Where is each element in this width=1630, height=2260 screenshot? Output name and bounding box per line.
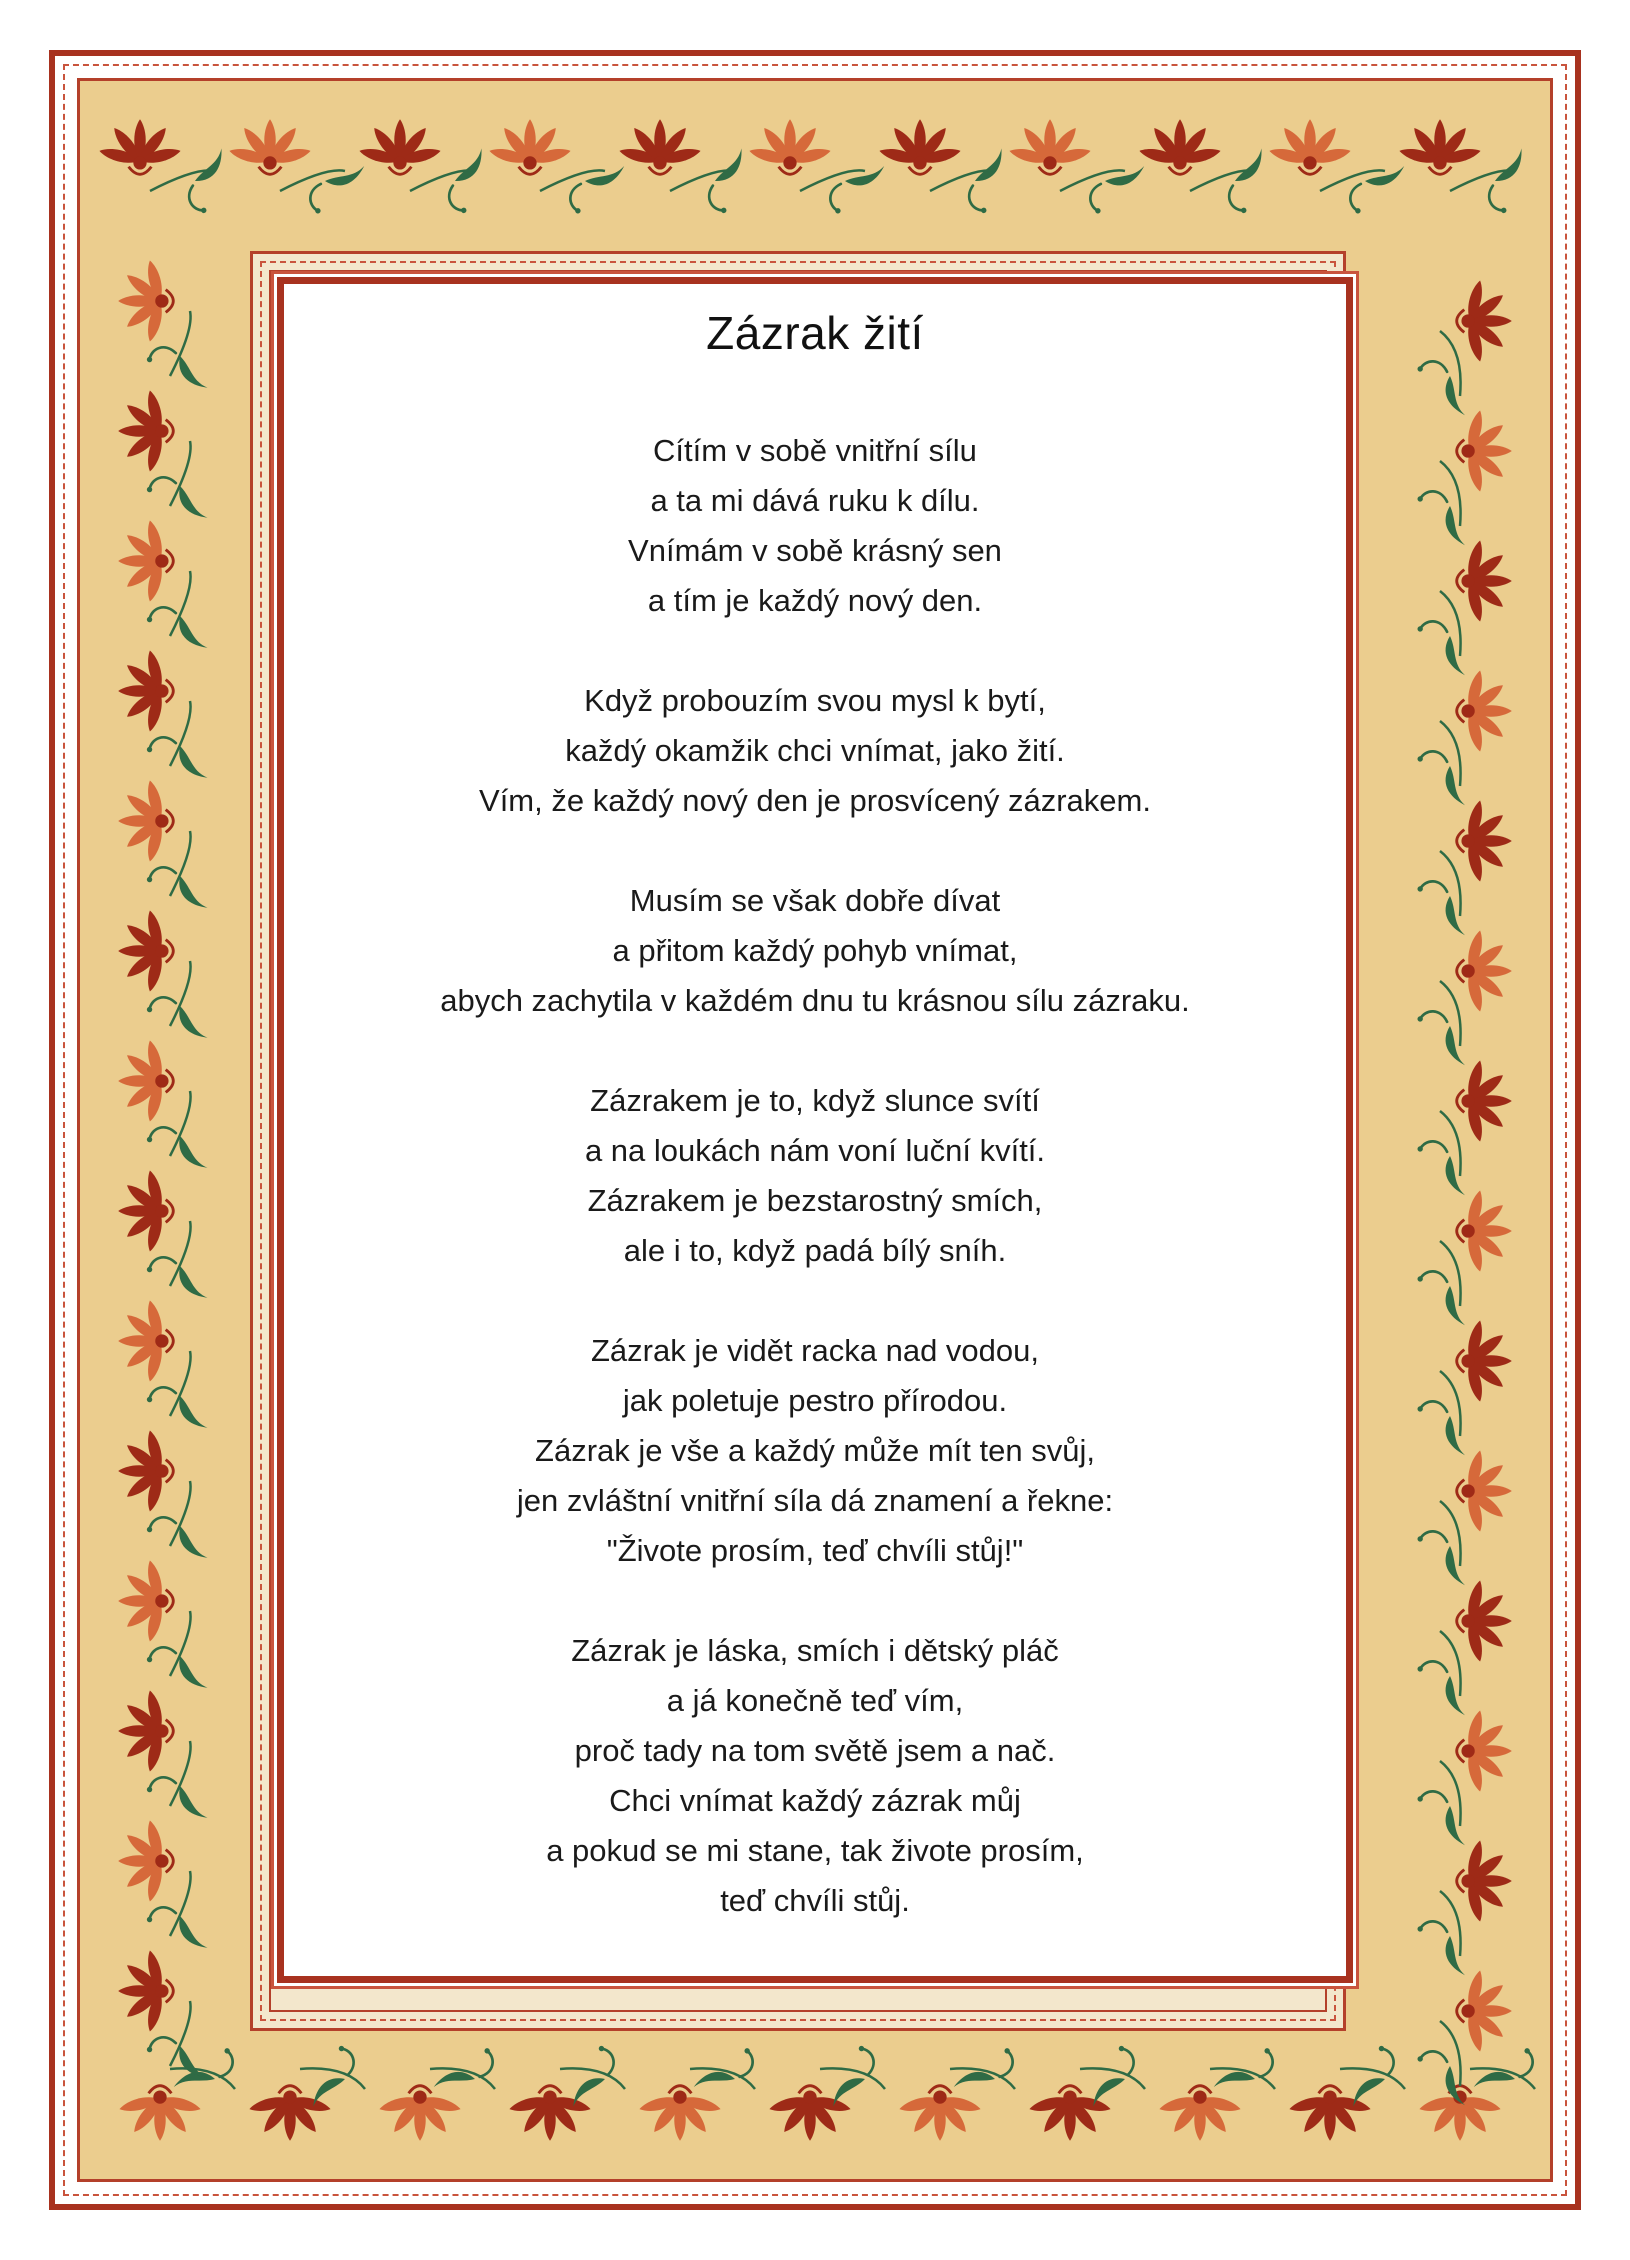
poem-body bbox=[284, 426, 1346, 1926]
leaf-ornament bbox=[145, 1381, 207, 1437]
poem-line: "Živote prosím, teď chvíli stůj!" bbox=[606, 1533, 1024, 1568]
flower-ornament bbox=[378, 2086, 462, 2141]
flower-ornament bbox=[1457, 799, 1512, 883]
flower-ornament bbox=[1418, 2086, 1502, 2141]
stanza bbox=[284, 1326, 1346, 1576]
stanza bbox=[284, 426, 1346, 626]
stanza bbox=[284, 676, 1346, 826]
leaf-ornament bbox=[304, 2044, 360, 2106]
flower-ornament bbox=[1457, 1449, 1512, 1533]
flower-ornament bbox=[118, 1949, 173, 2033]
leaf-ornament bbox=[1217, 148, 1280, 216]
poem-line: Vnímám v sobě krásný sen bbox=[628, 533, 1002, 568]
poem-title: Zázrak žití bbox=[706, 307, 924, 359]
stanza bbox=[284, 1626, 1346, 1926]
flower-ornament bbox=[1158, 2086, 1242, 2141]
flower-ornament bbox=[618, 119, 702, 174]
flower-ornament bbox=[118, 779, 173, 863]
poem-line: a pokud se mi stane, tak živote prosím, bbox=[546, 1833, 1084, 1868]
leaf-ornament bbox=[824, 2044, 880, 2106]
flower-ornament bbox=[118, 1689, 173, 1773]
poem-line: jak poletuje pestro přírodou. bbox=[622, 1383, 1008, 1418]
flower-ornament bbox=[1457, 929, 1512, 1013]
flower-ornament bbox=[118, 1429, 173, 1513]
flower-ornament bbox=[1008, 119, 1092, 174]
flower-ornament bbox=[118, 649, 173, 733]
leaf-ornament bbox=[145, 341, 207, 397]
poem-line: jen zvláštní vnitřní síla dá znamení a řekne: bbox=[516, 1483, 1114, 1518]
leaf-ornament bbox=[1411, 489, 1473, 545]
poem-line: Když probouzím svou mysl k bytí, bbox=[584, 683, 1046, 718]
flower-ornament bbox=[118, 1039, 173, 1123]
flower-ornament bbox=[118, 2086, 202, 2141]
poem-line: a já konečně teď vím, bbox=[666, 1683, 964, 1718]
leaf-ornament bbox=[1411, 749, 1473, 805]
flower-ornament bbox=[118, 909, 173, 993]
leaf-ornament bbox=[145, 1771, 207, 1827]
poem-line: Vím, že každý nový den je prosvícený zázrakem. bbox=[479, 783, 1151, 818]
flower-ornament bbox=[118, 1169, 173, 1253]
flower-ornament bbox=[1457, 539, 1512, 623]
flower-ornament bbox=[118, 1299, 173, 1383]
leaf-ornament bbox=[1411, 1529, 1473, 1585]
leaf-ornament bbox=[145, 471, 207, 527]
leaf-ornament bbox=[145, 1121, 207, 1177]
flower-ornament bbox=[1457, 1969, 1512, 2053]
leaf-ornament bbox=[437, 148, 500, 216]
flower-ornament bbox=[358, 119, 442, 174]
flower-ornament bbox=[1457, 1579, 1512, 1663]
leaf-ornament bbox=[177, 148, 240, 216]
flower-ornament bbox=[1457, 1059, 1512, 1143]
poem-line: každý okamžik chci vnímat, jako žití. bbox=[565, 733, 1065, 768]
poem-line: Zázrak je láska, smích i dětský pláč bbox=[571, 1633, 1059, 1668]
flower-ornament bbox=[748, 119, 832, 174]
leaf-ornament bbox=[1411, 1789, 1473, 1845]
leaf-ornament bbox=[145, 601, 207, 657]
flower-ornament bbox=[638, 2086, 722, 2141]
poem-line: Zázrakem je bezstarostný smích, bbox=[587, 1183, 1043, 1218]
leaf-ornament bbox=[1411, 1139, 1473, 1195]
poem-line: proč tady na tom světě jsem a nač. bbox=[574, 1733, 1056, 1768]
flower-ornament bbox=[118, 519, 173, 603]
leaf-ornament bbox=[1084, 2044, 1140, 2106]
flower-ornament bbox=[1457, 669, 1512, 753]
stanza bbox=[284, 1076, 1346, 1276]
flower-ornament bbox=[98, 119, 182, 174]
leaf-ornament bbox=[145, 1901, 207, 1957]
flower-ornament bbox=[118, 259, 173, 343]
leaf-ornament bbox=[145, 991, 207, 1047]
flower-ornament bbox=[228, 119, 312, 174]
stanza bbox=[284, 876, 1346, 1026]
poem-line: a ta mi dává ruku k dílu. bbox=[650, 483, 980, 518]
poem-line: a přitom každý pohyb vnímat, bbox=[612, 933, 1018, 968]
flower-ornament bbox=[1138, 119, 1222, 174]
leaf-ornament bbox=[1344, 2044, 1400, 2106]
leaf-ornament bbox=[568, 158, 624, 220]
flower-ornament bbox=[1457, 1319, 1512, 1403]
leaf-ornament bbox=[564, 2044, 620, 2106]
leaf-ornament bbox=[1411, 1659, 1473, 1715]
flower-ornament bbox=[1457, 1839, 1512, 1923]
leaf-ornament bbox=[1477, 148, 1540, 216]
leaf-ornament bbox=[1088, 158, 1144, 220]
leaf-ornament bbox=[697, 148, 760, 216]
leaf-ornament bbox=[145, 731, 207, 787]
flower-ornament bbox=[1457, 279, 1512, 363]
poem-line: Zázrakem je to, když slunce svítí bbox=[590, 1083, 1040, 1118]
leaf-ornament bbox=[308, 158, 364, 220]
leaf-ornament bbox=[145, 1641, 207, 1697]
poem-line: Zázrak je vše a každý může mít ten svůj, bbox=[535, 1433, 1095, 1468]
flower-ornament bbox=[118, 1559, 173, 1643]
poem-line: Zázrak je vidět racka nad vodou, bbox=[590, 1333, 1040, 1368]
flower-ornament bbox=[1268, 119, 1352, 174]
leaf-ornament bbox=[1411, 879, 1473, 935]
poem-line: abych zachytila v každém dnu tu krásnou sílu zázraku. bbox=[440, 983, 1190, 1018]
flower-ornament bbox=[1398, 119, 1482, 174]
poem-line: ale i to, když padá bílý sníh. bbox=[623, 1233, 1007, 1268]
leaf-ornament bbox=[1411, 1269, 1473, 1325]
flower-ornament bbox=[1457, 409, 1512, 493]
leaf-ornament bbox=[1411, 1399, 1473, 1455]
leaf-ornament bbox=[1411, 1009, 1473, 1065]
poem-page bbox=[277, 277, 1353, 1983]
leaf-ornament bbox=[145, 1251, 207, 1307]
leaf-ornament bbox=[1411, 1919, 1473, 1975]
poem-line: teď chvíli stůj. bbox=[720, 1883, 910, 1918]
flower-ornament bbox=[118, 389, 173, 473]
leaf-ornament bbox=[1348, 158, 1404, 220]
leaf-ornament bbox=[145, 1511, 207, 1567]
leaf-ornament bbox=[828, 158, 884, 220]
leaf-ornament bbox=[1411, 619, 1473, 675]
poem-line: Cítím v sobě vnitřní sílu bbox=[653, 433, 977, 468]
poem-line: Musím se však dobře dívat bbox=[629, 883, 1001, 918]
poem-line: a na loukách nám voní luční kvítí. bbox=[584, 1133, 1046, 1168]
leaf-ornament bbox=[1411, 359, 1473, 415]
flower-ornament bbox=[118, 1819, 173, 1903]
leaf-ornament bbox=[145, 861, 207, 917]
poem-line: a tím je každý nový den. bbox=[647, 583, 983, 618]
poem-line: Chci vnímat každý zázrak můj bbox=[609, 1783, 1021, 1818]
flower-ornament bbox=[1457, 1709, 1512, 1793]
flower-ornament bbox=[1457, 1189, 1512, 1273]
leaf-ornament bbox=[957, 148, 1020, 216]
flower-ornament bbox=[878, 119, 962, 174]
flower-ornament bbox=[488, 119, 572, 174]
flower-ornament bbox=[898, 2086, 982, 2141]
